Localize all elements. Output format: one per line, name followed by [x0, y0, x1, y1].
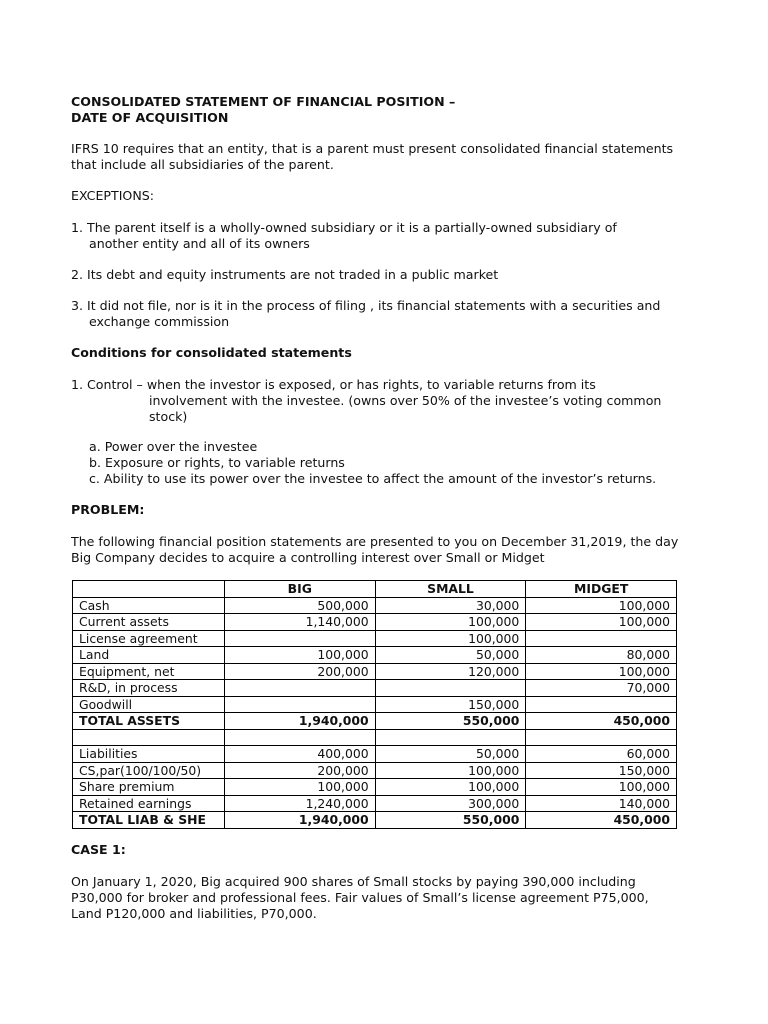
total-assets-row: [73, 713, 677, 730]
cell-small: 550,000: [375, 713, 526, 730]
exception-item-3: [71, 298, 688, 330]
exception-1-line-2: another entity and all of its owners: [89, 236, 310, 252]
spacer-cell: [224, 729, 375, 746]
cell-small: 100,000: [375, 614, 526, 631]
spacer-cell: [73, 729, 225, 746]
spacer-row: [73, 729, 677, 746]
row-label: Equipment, net: [73, 663, 225, 680]
title-line-2: DATE OF ACQUISITION: [71, 110, 229, 126]
conditions-heading: Conditions for consolidated statements: [71, 345, 352, 360]
cell-midget: 450,000: [526, 713, 677, 730]
table-row: [73, 762, 677, 779]
cell-midget: [526, 696, 677, 713]
cell-small: 100,000: [375, 630, 526, 647]
cell-midget: 140,000: [526, 795, 677, 812]
table-row: [73, 696, 677, 713]
cell-big: 1,140,000: [224, 614, 375, 631]
control-text: 1. Control – when the investor is exposed, or has rights, to variable returns from its involvement with the investee. (owns over 50% of the investee’s voting common stock): [71, 377, 662, 425]
cell-big: [224, 630, 375, 647]
row-label: License agreement: [73, 630, 225, 647]
table-header-row: [73, 581, 677, 598]
cell-midget: 70,000: [526, 680, 677, 697]
table-row: [73, 663, 677, 680]
row-label: CS,par(100/100/50): [73, 762, 225, 779]
case1-heading: CASE 1:: [71, 842, 126, 857]
cell-small: 50,000: [375, 746, 526, 763]
cell-midget: [526, 630, 677, 647]
cell-big: [224, 696, 375, 713]
intro-paragraph: IFRS 10 requires that an entity, that is a parent must present consolidated financial statements that include all subsidiaries of the parent.: [71, 141, 674, 173]
exception-2-line-1: 2. Its debt and equity instruments are not traded in a public market: [71, 267, 499, 282]
cell-big: 1,940,000: [224, 713, 375, 730]
exception-item-1: [71, 220, 688, 252]
cell-small: 50,000: [375, 647, 526, 664]
table-row: [73, 614, 677, 631]
table-row: [73, 597, 677, 614]
header-small: SMALL: [375, 581, 526, 598]
header-midget: MIDGET: [526, 581, 677, 598]
spacer-cell: [526, 729, 677, 746]
criteria-a: a. Power over the investee: [89, 439, 258, 454]
cell-midget: 60,000: [526, 746, 677, 763]
control-criteria-list: [89, 439, 688, 488]
case1-paragraph: On January 1, 2020, Big acquired 900 shares of Small stocks by paying 390,000 including P30,000 for broker and professional fees. Fair values of Small’s license agreement P75,000, Land P120,000 and liabilities, P70,000.: [71, 874, 649, 922]
control-paragraph: [71, 377, 672, 426]
exception-1-line-1: 1. The parent itself is a wholly-owned subsidiary or it is a partially-owned subsidiary of: [71, 220, 617, 235]
cell-big: 100,000: [224, 647, 375, 664]
row-label: Goodwill: [73, 696, 225, 713]
row-label: R&D, in process: [73, 680, 225, 697]
cell-big: [224, 680, 375, 697]
table-row: [73, 795, 677, 812]
exception-3-line-2: exchange commission: [89, 314, 230, 330]
cell-midget: 450,000: [526, 812, 677, 829]
cell-midget: 100,000: [526, 597, 677, 614]
header-blank: [73, 581, 225, 598]
cell-small: 100,000: [375, 779, 526, 796]
cell-big: 1,240,000: [224, 795, 375, 812]
cell-big: 400,000: [224, 746, 375, 763]
row-label: TOTAL ASSETS: [73, 713, 225, 730]
cell-big: 200,000: [224, 762, 375, 779]
table-row: [73, 746, 677, 763]
exceptions-heading: EXCEPTIONS:: [71, 188, 154, 203]
header-big: BIG: [224, 581, 375, 598]
cell-small: 30,000: [375, 597, 526, 614]
row-label: TOTAL LIAB & SHE: [73, 812, 225, 829]
cell-big: 200,000: [224, 663, 375, 680]
exception-item-2: [71, 267, 688, 283]
cell-big: 1,940,000: [224, 812, 375, 829]
cell-midget: 80,000: [526, 647, 677, 664]
cell-midget: 100,000: [526, 779, 677, 796]
row-label: Share premium: [73, 779, 225, 796]
table-row: [73, 680, 677, 697]
table-row: [73, 630, 677, 647]
cell-small: 300,000: [375, 795, 526, 812]
spacer-cell: [375, 729, 526, 746]
cell-big: 500,000: [224, 597, 375, 614]
problem-heading: PROBLEM:: [71, 502, 145, 517]
criteria-c: c. Ability to use its power over the investee to affect the amount of the investor’s returns.: [89, 471, 657, 487]
cell-midget: 100,000: [526, 663, 677, 680]
row-label: Retained earnings: [73, 795, 225, 812]
financial-position-table: [72, 580, 677, 829]
row-label: Cash: [73, 597, 225, 614]
cell-big: 100,000: [224, 779, 375, 796]
cell-small: 100,000: [375, 762, 526, 779]
title-line-1: CONSOLIDATED STATEMENT OF FINANCIAL POSITION –: [71, 94, 456, 109]
problem-paragraph: The following financial position statements are presented to you on December 31,2019, the day Big Company decides to acquire a controlling interest over Small or Midget: [71, 534, 679, 566]
cell-small: 550,000: [375, 812, 526, 829]
table-row: [73, 779, 677, 796]
exception-3-line-1: 3. It did not file, nor is it in the process of filing , its financial statements with a securities and: [71, 298, 661, 313]
total-liab-she-row: [73, 812, 677, 829]
cell-midget: 100,000: [526, 614, 677, 631]
table-row: [73, 647, 677, 664]
criteria-b: b. Exposure or rights, to variable returns: [89, 455, 345, 471]
row-label: Current assets: [73, 614, 225, 631]
row-label: Land: [73, 647, 225, 664]
cell-small: [375, 680, 526, 697]
cell-midget: 150,000: [526, 762, 677, 779]
row-label: Liabilities: [73, 746, 225, 763]
document-title: [71, 94, 688, 126]
cell-small: 120,000: [375, 663, 526, 680]
cell-small: 150,000: [375, 696, 526, 713]
